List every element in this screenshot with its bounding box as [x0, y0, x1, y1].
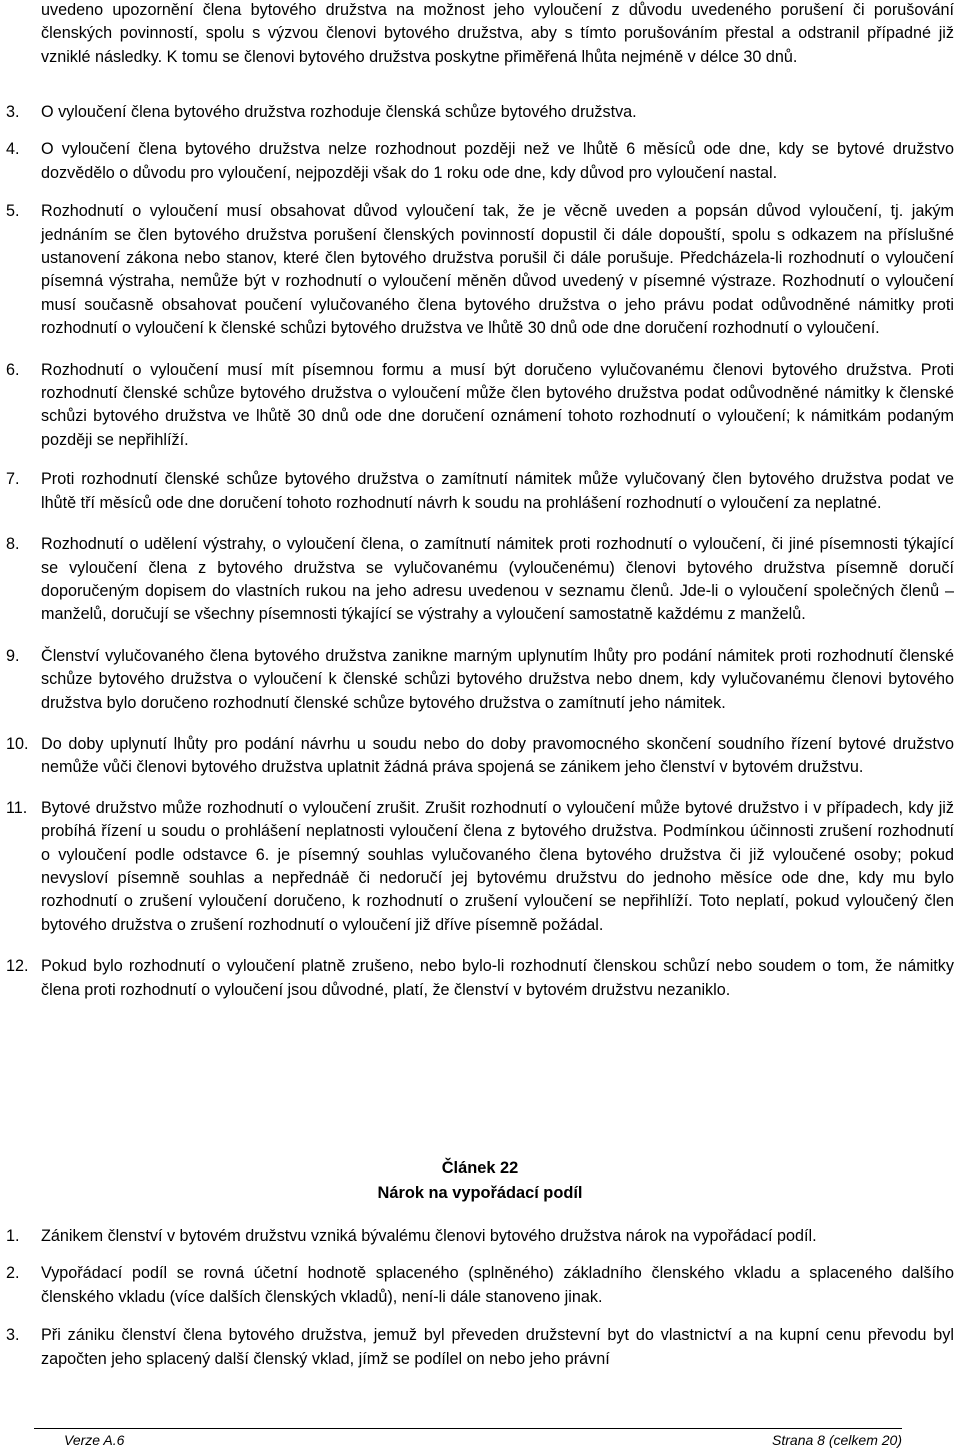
item-number: 6.: [6, 360, 20, 379]
article-subtitle: Nárok na vypořádací podíl: [377, 1183, 583, 1202]
item-text: Proti rozhodnutí členské schůze bytového družstva o zamítnutí námitek může vylučovaný člen bytového družstva podat ve lhůtě tří měsíců ode dne doručení tohoto rozhodnutí návrh k soudu na prohlášení rozhodnutí o vyloučení za neplatné.: [41, 470, 954, 512]
list-item: [6, 645, 954, 715]
item-number: 3.: [6, 1326, 20, 1345]
item-text: Rozhodnutí o udělení výstrahy, o vyloučení člena, o zamítnutí námitek proti rozhodnutí o vyloučení, či jiné písemnosti týkající se vyloučení člena z bytového družstva se vylučovanému (vyloučenému) členovi bytového družstva písemně doručí doporučeným dopisem do vlastních rukou na jeho adresu uvedenou v seznamu členů. Jde-li o vyloučení společných členů – manželů, doručují se všechny písemnosti týkající se výstrahy a vyloučení samostatně každému z manželů.: [41, 535, 954, 624]
list-item: [6, 1262, 954, 1309]
article-22-heading: [6, 1156, 954, 1205]
item-text: Bytové družstvo může rozhodnutí o vyloučení zrušit. Zrušit rozhodnutí o vyloučení může bytové družstvo i v případech, kdy již probíhá řízení u soudu o prohlášení neplatnosti vyloučení člena z bytového družstva. Podmínkou účinnosti zrušení rozhodnutí o vyloučení podle odstavce 6. je písemný souhlas vylučovaného člena bytového družstva či již vyloučené osoby; pokud nevysloví písemně souhlas a nepřednáě či nedoručí jej bytovému družstvu do jednoho měsíce ode dne, kdy mu bylo rozhodnutí o zrušení vyloučení doručeno, k rozhodnutí o zrušení vyloučení se nepřihlíží. Toto neplatí, pokud vyloučený člen bytového družstva o zrušení rozhodnutí o vyloučení již dříve písemně požádal.: [41, 798, 954, 934]
article-title: Článek 22: [441, 1159, 519, 1177]
list-item: [6, 138, 954, 185]
item-text: Do doby uplynutí lhůty pro podání návrhu u soudu nebo do doby pravomocného skončení soudního řízení bytové družstvo nemůže vůči členovi bytového družstva uplatnit žádná práva spojená se zánikem jeho členství v bytovém družstvu.: [41, 734, 954, 777]
item-number: 11.: [6, 798, 28, 817]
list-item: [6, 797, 954, 937]
document-page: [6, 0, 954, 1448]
item-number: 5.: [6, 202, 20, 221]
item-text: Rozhodnutí o vyloučení musí mít písemnou formu a musí být doručeno vylučovanému členovi bytového družstva. Proti rozhodnutí členské schůze bytového družstva o vyloučení může člen bytového družstva podat odůvodněné námitky k členské schůzi bytového družstva ve lhůtě 30 dnů ode dne doručení oznámení tohoto rozhodnutí o vyloučení; k námitkám podaným později se nepřihlíží.: [41, 360, 954, 449]
list-item: [6, 733, 954, 780]
item-number: 12.: [6, 957, 29, 976]
article-21-list: [6, 101, 954, 1002]
list-item: [6, 1324, 954, 1371]
list-item: [6, 359, 954, 453]
item-text: O vyloučení člena bytového družstva nelze rozhodnout později než ve lhůtě 6 měsíců ode dne, kdy se bytové družstvo dozvědělo o důvodu pro vyloučení, nejpozději však do 1 roku ode dne, kdy důvod pro vyloučení nastal.: [41, 140, 954, 182]
list-item: [6, 1225, 954, 1248]
list-item: [6, 101, 954, 124]
footer-version: Verze A.6: [64, 1432, 125, 1448]
item-text: Rozhodnutí o vyloučení musí obsahovat důvod vyloučení tak, že je věcně uveden a popsán důvod vyloučení, tj. jakým jednáním se člen bytového družstva porušení členských povinností dopustil či dále dopouští, spolu s odkazem na příslušné ustanovení zákona nebo stanov, které člen bytového družstva porušil či dále porušuje. Předcházela-li rozhodnutí o vyloučení písemná výstraha, nemůže být v rozhodnutí o vyloučení měněn důvod uvedený v písemné výstraze. Rozhodnutí o vyloučení musí současně obsahovat poučení vylučovaného člena bytového družstva o jeho právu podat odůvodněné námitky proti rozhodnutí o vyloučení k členské schůzi bytového družstva ve lhůtě 30 dnů ode dne doručení rozhodnutí o vyloučení.: [41, 202, 954, 338]
item-number: 7.: [6, 470, 20, 489]
list-item: [6, 468, 954, 515]
item-text: Při zániku členství člena bytového družstva, jemuž byl převeden družstevní byt do vlastnictví a na kupní cenu převodu byl započten jeho splacený další členský vklad, jímž se podílel on nebo jeho právní: [41, 1326, 954, 1368]
item-text: Členství vylučovaného člena bytového družstva zanikne marným uplynutím lhůty pro podání námitek proti rozhodnutí členské schůze bytového družstva o vyloučení k členské schůzi bytového družstva nebo dnem, kdy vylučovanému členovi bytového družstva bylo doručeno rozhodnutí členské schůze bytového družstva o zamítnutí jeho námitek.: [41, 646, 954, 712]
continuation-paragraph: uvedeno upozornění člena bytového družstva na možnost jeho vyloučení z důvodu uvedeného porušení či porušování členských povinností, spolu s výzvou členovi bytového družstva, aby s tímto porušováním přestal a odstranil případné již vzniklé následky. K tomu se členovi bytového družstva poskytne přiměřená lhůta nejméně v délce 30 dnů.: [41, 1, 954, 66]
footer-page-number: Strana 8 (celkem 20): [772, 1432, 902, 1448]
item-number: 2.: [6, 1264, 20, 1283]
item-text: Zánikem členství v bytovém družstvu vzniká bývalému členovi bytového družstva nárok na vypořádací podíl.: [41, 1227, 817, 1245]
item-number: 9.: [6, 646, 20, 665]
list-item: [6, 955, 954, 1002]
list-item: [6, 533, 954, 627]
page-footer: [34, 1428, 902, 1449]
item-number: 10.: [6, 734, 29, 753]
item-number: 4.: [6, 140, 20, 159]
item-text: O vyloučení člena bytového družstva rozhoduje členská schůze bytového družstva.: [41, 103, 637, 121]
item-number: 3.: [6, 103, 20, 121]
item-number: 1.: [6, 1227, 20, 1245]
article-22-list: [6, 1225, 954, 1371]
item-number: 8.: [6, 535, 20, 554]
item-text: Pokud bylo rozhodnutí o vyloučení platně zrušeno, nebo bylo-li rozhodnutí členskou schůzí nebo soudem o tom, že námitky člena proti rozhodnutí o vyloučení jsou důvodné, platí, že členství v bytovém družstvu nezaniklo.: [41, 957, 954, 999]
item-text: Vypořádací podíl se rovná účetní hodnotě splaceného (splněného) základního členského vkladu a splaceného dalšího členského vkladu (více dalších členských vkladů), není-li dále stanoveno jinak.: [41, 1264, 954, 1306]
list-item: [6, 200, 954, 340]
